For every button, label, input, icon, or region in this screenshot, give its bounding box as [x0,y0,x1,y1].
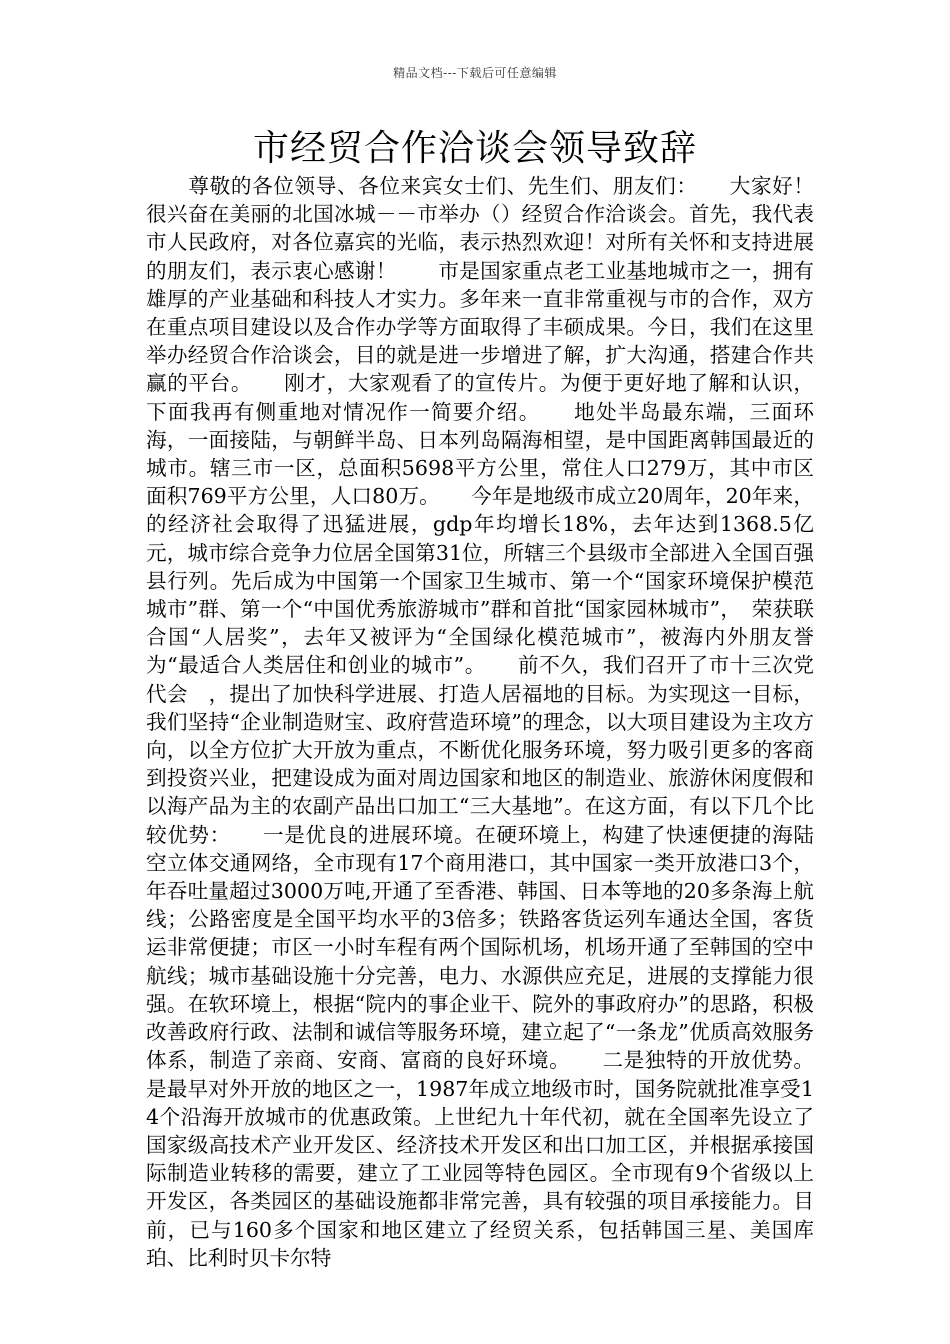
header-note: 精品文档---下载后可任意编辑 [393,66,557,80]
document-body: 尊敬的各位领导、各位来宾女士们、先生们、朋友们： 大家好！很兴奋在美丽的北国冰城－－市举办（）经贸合作洽谈会。首先，我代表市人民政府，对各位嘉宾的光临，表示热烈欢迎！对所有关怀和支持进展的朋友们，表示衷心感谢！ 市是国家重点老工业基地城市之一，拥有雄厚的产业基础和科技人才实力。多年来一直非常重视与市的合作，双方在重点项目建设以及合作办学等方面取得了丰硕成果。今日，我们在这里举办经贸合作洽谈会，目的就是进一步增进了解，扩大沟通，搭建合作共赢的平台。 刚才，大家观看了的宣传片。为便于更好地了解和认识，下面我再有侧重地对情况作一简要介绍。 地处半岛最东端，三面环海，一面接陆，与朝鲜半岛、日本列岛隔海相望，是中国距离韩国最近的城市。辖三市一区，总面积5698平方公里，常住人口279万，其中市区面积769平方公里，人口80万。 今年是地级市成立20周年，20年来，的经济社会取得了迅猛进展，gdp年均增长18%，去年达到1368.5亿元，城市综合竞争力位居全国第31位，所辖三个县级市全部进入全国百强县行列。先后成为中国第一个国家卫生城市、第一个“国家环境保护模范城市”群、第一个“中国优秀旅游城市”群和首批“国家园林城市”， 荣获联合国“人居奖”，去年又被评为“全国绿化模范城市”，被海内外朋友誉为“最适合人类居住和创业的城市”。 前不久，我们召开了市十三次党代会 ，提出了加快科学进展、打造人居福地的目标。为实现这一目标，我们坚持“企业制造财宝、政府营造环境”的理念，以大项目建设为主攻方向，以全方位扩大开放为重点，不断优化服务环境，努力吸引更多的客商到投资兴业，把建设成为面对周边国家和地区的制造业、旅游休闲度假和以海产品为主的农副产品出口加工“三大基地”。在这方面，有以下几个比较优势： 一是优良的进展环境。在硬环境上，构建了快速便捷的海陆空立体交通网络，全市现有17个商用港口，其中国家一类开放港口3个，年吞吐量超过3000万吨,开通了至香港、韩国、日本等地的20多条海上航线；公路密度是全国平均水平的3倍多；铁路客货运列车通达全国，客货运非常便捷；市区一小时车程有两个国际机场，机场开通了至韩国的空中航线；城市基础设施十分完善，电力、水源供应充足，进展的支撑能力很强。在软环境上，根据“院内的事企业干、院外的事政府办”的思路，积极改善政府行政、法制和诚信等服务环境，建立起了“一条龙”优质高效服务体系，制造了亲商、安商、富商的良好环境。 二是独特的开放优势。是最早对外开放的地区之一，1987年成立地级市时，国务院就批准享受14个沿海开放城市的优惠政策。上世纪九十年代初，就在全国率先设立了国家级高技术产业开发区、经济技术开发区和出口加工区，并根据承接国际制造业转移的需要，建立了工业园等特色园区。全市现有9个省级以上开发区，各类园区的基础设施都非常完善，具有较强的项目承接能力。目前，已与160多个国家和地区建立了经贸关系，包括韩国三星、美国库珀、比利时贝卡尔特 [146,174,814,1270]
document-title: 市经贸合作洽谈会领导致辞 [252,128,697,169]
